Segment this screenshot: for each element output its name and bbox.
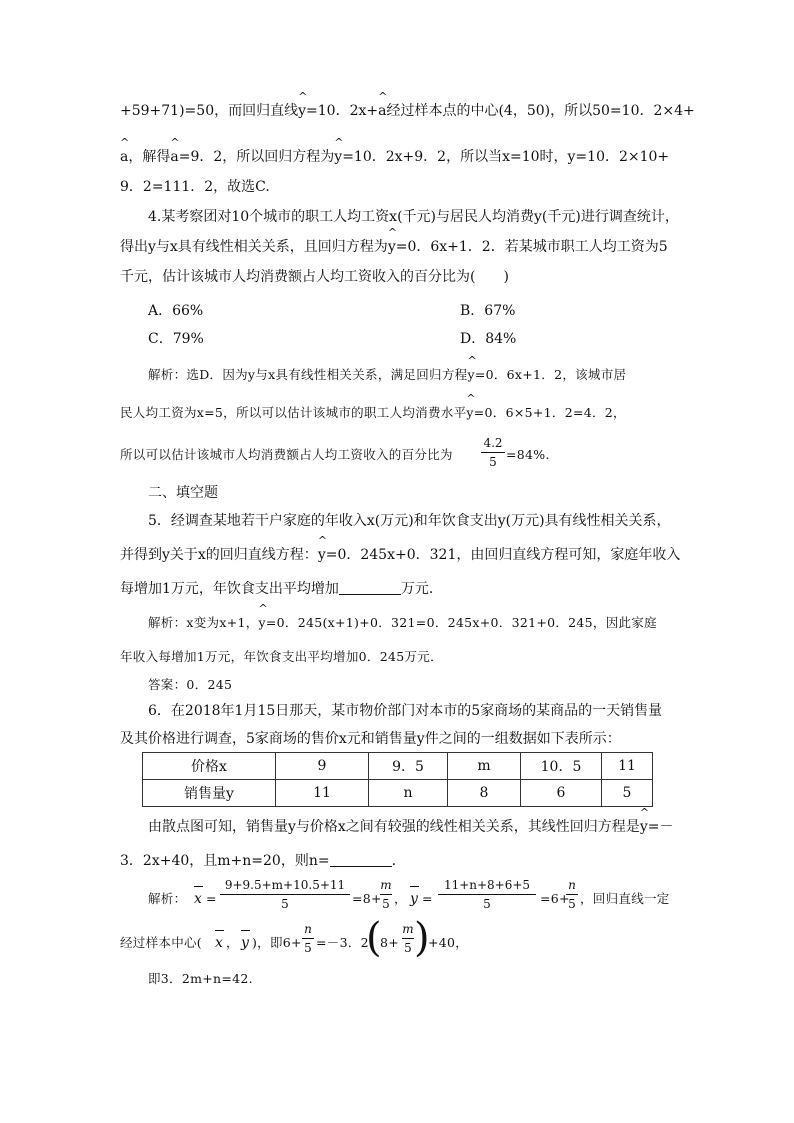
y-hat: ^ y	[334, 148, 342, 166]
fraction-denominator: 5	[382, 897, 390, 911]
q6-line-1: 6．在2018年1月15日那天，某市物价部门对本市的5家商场的某商品的一天销售量	[148, 703, 663, 719]
data-table	[142, 752, 653, 807]
fraction-numerator: m	[380, 878, 392, 892]
q4-sol-2-b: =0．6×5+1．2=4．2，	[473, 405, 626, 420]
right-paren: )	[414, 915, 430, 961]
q4-sol-2-a: 民人均工资为x=5，所以可以估计该城市的职工人均消费水平	[120, 405, 467, 420]
q6-after-2-b: .	[391, 853, 397, 869]
x-bar: x	[194, 891, 202, 907]
table-cell: 6	[521, 780, 602, 807]
prev-line-2-a: ，解得	[128, 149, 171, 165]
q5-line-1: 5．经调查某地若干户家庭的年收入x(万元)和年饮食支出y(万元)具有线性相关关系，	[148, 513, 671, 529]
q4-solution-line-3	[120, 446, 453, 464]
q6-after-2-a: 3．2x+40，且m+n=20，则n=	[120, 853, 330, 869]
prev-line-1-b: =10．2x+	[306, 103, 379, 119]
y-bar-equals: =	[422, 891, 433, 906]
y-bar: y	[410, 891, 418, 907]
fraction-bar	[481, 452, 505, 453]
fraction-numerator: n	[304, 922, 312, 936]
fraction-bar	[302, 938, 314, 939]
fraction-numerator: 11+n+8+6+5	[443, 878, 531, 892]
table-cell: m	[448, 753, 521, 780]
x-bar-overline	[194, 886, 203, 887]
fraction-bar	[220, 894, 350, 895]
q4-line-2-b: =0．6x+1．2．若某城市职工人均工资为5	[395, 239, 668, 255]
table-cell: 9．5	[369, 753, 448, 780]
q6-sol-3: 即3．2m+n=42.	[148, 971, 253, 986]
q4-sol-1-a: 解析：选D．因为y与x具有线性相关关系，满足回归方程	[148, 367, 468, 382]
q4-line-3: 千元，估计该城市人均消费额占人均工资收入的百分比为( )	[120, 269, 509, 285]
q6-sol-label: 解析：	[148, 891, 187, 906]
fraction-denominator: 5	[489, 455, 497, 469]
q4-sol-1-b: =0．6x+1．2，该城市居	[474, 367, 627, 382]
q4-line-2-a: 得出y与x具有线性相关关系，且回归方程为	[120, 239, 388, 255]
left-paren: (	[366, 915, 382, 961]
prev-line-2-b: =9．2，所以回归方程为	[178, 149, 335, 165]
q6-sol-2-c: )，即6+	[252, 935, 302, 950]
q6-sol-2-f: +40，	[428, 935, 469, 950]
prev-line-2-c: =10．2x+9．2，所以当x=10时，y=10．2×10+	[342, 149, 670, 165]
q5-sol-1-b: =0．245(x+1)+0．321=0．245x+0．321+0．245，因此家庭	[265, 615, 657, 630]
q6-after-1-b: =－	[647, 819, 674, 835]
q4-option-b: B．67%	[460, 303, 516, 319]
y-bar-overline	[241, 930, 250, 931]
q4-option-a: A．66%	[148, 303, 204, 319]
q4-option-d: D．84%	[460, 331, 517, 347]
q6-sol-2-a: 经过样本中心(	[120, 935, 202, 950]
y-bar-overline	[410, 886, 419, 887]
table-cell: n	[369, 780, 448, 807]
q6-sol-2-b: ，	[226, 935, 239, 950]
q6-after-1-a: 由散点图可知，销售量y与价格x之间有较强的线性相关关系，其线性回归方程是	[148, 819, 640, 835]
fraction-denominator: 5	[404, 941, 412, 955]
q4-solution-line-1	[148, 366, 626, 384]
a-hat: ^ a	[120, 148, 128, 166]
q6-sol-comma: ，	[394, 891, 407, 906]
fraction-bar	[402, 938, 414, 939]
q5-line-2	[120, 546, 680, 564]
table-cell: 9	[276, 753, 369, 780]
x-bar: x	[215, 935, 223, 951]
answer-blank	[339, 580, 401, 595]
q5-line-3	[120, 580, 443, 598]
q4-line-2	[120, 238, 668, 256]
prev-line-1-a: +59+71)=50，而回归直线	[120, 103, 299, 119]
q5-line-2-b: =0．245x+0．321，由回归直线方程可知，家庭年收入	[325, 547, 681, 563]
fraction-bar	[380, 894, 392, 895]
table-cell: 5	[602, 780, 653, 807]
q5-line-2-a: 并得到y关于x的回归直线方程：	[120, 547, 318, 563]
q5-solution-line-1	[148, 614, 657, 632]
table-cell: 价格x	[143, 753, 276, 780]
q4-sol-3-a: 所以可以估计该城市人均消费额占人均工资收入的百分比为	[120, 447, 453, 462]
section-heading: 二、填空题	[148, 485, 218, 501]
q5-solution-line-2: 年收入每增加1万元，年饮食支出平均增加0．245万元．	[120, 649, 443, 664]
table-cell: 10．5	[521, 753, 602, 780]
fraction-denominator: 5	[304, 941, 312, 955]
x-bar-overline	[215, 930, 224, 931]
q6-sol-eq1: =8+	[352, 891, 382, 906]
table-cell: 8	[448, 780, 521, 807]
y-hat: ^ y	[259, 614, 266, 632]
y-hat: ^ y	[388, 238, 396, 256]
fraction-bar	[438, 894, 536, 895]
q5-line-3-b: 万元．	[400, 581, 443, 597]
q5-line-3-a: 每增加1万元，年饮食支出平均增加	[120, 581, 339, 597]
y-hat: ^ y	[467, 366, 474, 384]
answer-blank	[330, 852, 392, 867]
table-row	[143, 753, 653, 780]
fraction-numerator: m	[402, 922, 414, 936]
y-hat: ^ y	[466, 404, 473, 422]
q6-after-line-1	[148, 818, 673, 836]
y-hat: ^ y	[640, 818, 648, 836]
y-hat: ^ y	[318, 546, 326, 564]
prev-line-1	[120, 102, 695, 120]
q6-line-2: 及其价格进行调查，5家商场的售价x元和销售量y件之间的一组数据如下表所示：	[120, 731, 621, 747]
fraction-denominator: 5	[483, 897, 491, 911]
y-hat: ^ y	[298, 102, 306, 120]
table-row	[143, 780, 653, 807]
fraction-numerator: n	[568, 878, 576, 892]
table-cell: 11	[276, 780, 369, 807]
y-bar: y	[241, 935, 249, 951]
prev-line-1-c: 经过样本点的中心(4，50)，所以50=10．2×4+	[386, 103, 695, 119]
prev-line-2	[120, 148, 669, 166]
fraction-denominator: 5	[568, 897, 576, 911]
q6-sol-2-e: 8+	[380, 935, 400, 950]
q4-sol-3-b: =84%.	[506, 447, 550, 462]
q6-after-line-2	[120, 852, 396, 870]
q6-sol-tail: ，回归直线一定	[580, 891, 670, 906]
fraction-numerator: 9+9.5+m+10.5+11	[224, 878, 346, 892]
a-hat: ^ a	[170, 148, 178, 166]
q4-solution-line-2	[120, 404, 626, 422]
q4-option-c: C．79%	[148, 331, 204, 347]
x-bar-equals: =	[206, 891, 217, 906]
fraction-bar	[566, 894, 578, 895]
q6-sol-2-d: =－3．2	[316, 935, 369, 950]
q5-sol-1-a: 解析：x变为x+1，	[148, 615, 259, 630]
table-cell: 11	[602, 753, 653, 780]
q4-line-1: 4.某考察团对10个城市的职工人均工资x(千元)与居民人均消费y(千元)进行调查统计，	[148, 209, 679, 225]
table-cell: 销售量y	[143, 780, 276, 807]
fraction-numerator: 4.2	[483, 436, 503, 450]
q5-answer: 答案：0．245	[148, 677, 233, 692]
a-hat: ^ a	[378, 102, 386, 120]
fraction-denominator: 5	[281, 897, 289, 911]
q6-sol-eq2: =6+	[540, 891, 570, 906]
prev-line-3: 9．2=111．2，故选C.	[120, 179, 270, 195]
